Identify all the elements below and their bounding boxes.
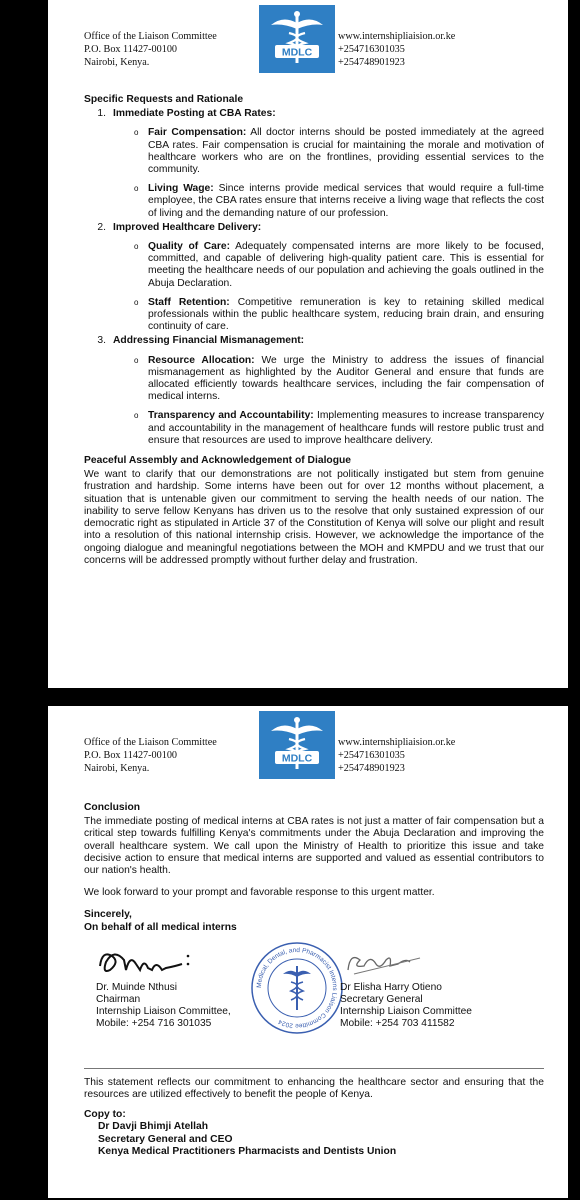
bullet-point (134, 355, 544, 404)
request-item-heading: Immediate Posting at CBA Rates: (113, 108, 276, 120)
request-item-title (84, 335, 544, 347)
signature-2-image (340, 940, 530, 982)
signatory-2-mobile: Mobile: +254 703 411582 (340, 1017, 455, 1029)
bullet-icon: o (134, 184, 139, 194)
phone-1: +254716301035 (338, 750, 405, 761)
copy-to-label: Copy to: (84, 1109, 126, 1121)
letterhead-contacts (338, 736, 455, 775)
copy-to-line: Kenya Medical Practitioners Pharmacists and Dentists Union (98, 1145, 397, 1157)
city: Nairobi, Kenya. (84, 763, 150, 774)
request-item (84, 108, 544, 220)
letter-page-1 (48, 0, 568, 688)
bullet-body: We urge the Ministry to address the issues of financial mismanagement as highlighted by the Auditor General and ensure that funds are allocated efficiently towards healthcare services, including the fair compensation of medical interns. (148, 354, 545, 403)
bullet-icon: o (134, 297, 139, 307)
letterhead-address (84, 736, 217, 775)
office-name: Office of the Liaison Committee (84, 737, 217, 748)
copy-to-line: Dr Davji Bhimji Atellah (98, 1121, 209, 1133)
letterhead-contacts (338, 30, 455, 69)
website: www.internshipliaision.or.ke (338, 31, 456, 42)
svg-text:Medical, Dental, and Pharmacis: Medical, Dental, and Pharmacist Interns Liaison Committee 2024 (255, 946, 339, 1029)
assembly-paragraph: We want to clarify that our demonstrations are not politically instigated but stem from genuine frustration and hardship. Some interns have been out for over 12 months without placement, a situation that is untenable given our commitment to serving the health needs of our nation. The inability to serve fellow Kenyans has driven us to the resolve that only sustained expression of our democratic right as stipulated in Article 37 of the Constitution of Kenya will solve our plight and result into a resolution of this national internship crisis. However, we acknowledge the importance of the ongoing dialogue and meaningful negotiations between the MOH and KMPDU and we trust that our concerns will be addressed promptly without further delay and frustration. (84, 469, 544, 566)
bullet-text (148, 410, 544, 447)
page-1-body (84, 94, 544, 567)
website: www.internshipliaision.or.ke (338, 737, 456, 748)
bullet-text (148, 297, 544, 334)
conclusion-title: Conclusion (84, 802, 141, 813)
bullet-point (134, 127, 544, 176)
signatory-1-name: Dr. Muinde Nthusi (96, 981, 177, 993)
bullet-text (148, 355, 544, 404)
request-item (84, 335, 544, 447)
letterhead-address (84, 30, 217, 69)
assembly-title: Peaceful Assembly and Acknowledgement of Dialogue (84, 455, 352, 467)
bullet-text (148, 127, 544, 176)
phone-1: +254716301035 (338, 44, 405, 55)
sincerely: Sincerely, (84, 909, 132, 921)
committee-stamp (249, 940, 345, 1036)
request-item-number: 3. (97, 335, 106, 347)
bullet-point (134, 241, 544, 290)
bullet-point (134, 410, 544, 447)
bullet-point (134, 297, 544, 334)
mdlc-logo (259, 711, 335, 779)
bullet-text (148, 183, 544, 220)
bullet-icon: o (134, 355, 139, 365)
city: Nairobi, Kenya. (84, 57, 150, 68)
request-item (84, 222, 544, 334)
page-2-body (84, 802, 544, 1158)
bullet-body: Implementing measures to increase transparency and accountability in the management of healthcare funds will restore public trust and ensure that resources are used to improve healthcare delivery. (148, 410, 545, 446)
letter-page-2 (48, 706, 568, 1198)
bullet-point (134, 183, 544, 220)
request-item-heading: Improved Healthcare Delivery: (113, 221, 262, 233)
request-item-number: 2. (97, 221, 106, 233)
bullet-icon: o (134, 242, 139, 252)
phone-2: +254748901923 (338, 763, 405, 774)
request-item-title (84, 108, 544, 120)
bullet-label: Quality of Care: (148, 241, 231, 253)
copy-to-line: Secretary General and CEO (98, 1133, 233, 1145)
signatory-2-committee: Internship Liaison Committee (340, 1005, 472, 1017)
bullet-label: Resource Allocation: (148, 354, 255, 366)
bullet-label: Transparency and Accountability: (148, 410, 314, 422)
bullet-body: All doctor interns should be posted immediately at the agreed CBA rates. Fair compensation is crucial for maintaining the morale and motivation of healthcare workers who are on the frontlines, providing essential services to the community. (148, 127, 544, 176)
request-item-heading: Addressing Financial Mismanagement: (113, 335, 305, 347)
bullet-body: Competitive remuneration is key to retaining skilled medical professionals within the public healthcare system, reducing brain drain, and ensuring continuity of care. (148, 296, 545, 333)
signature-1-image (96, 940, 266, 982)
po-box: P.O. Box 11427-00100 (84, 44, 178, 55)
phone-2: +254748901923 (338, 57, 405, 68)
signatory-2-name: Dr Elisha Harry Otieno (340, 981, 442, 993)
signatory-1-mobile: Mobile: +254 716 301035 (96, 1017, 212, 1029)
conclusion-paragraph: The immediate posting of medical interns at CBA rates is not just a matter of fair compensation but a critical step towards fulfilling Kenya's commitments under the Abuja Declaration and improving the overall healthcare system. We call upon the Ministry of Health to prioritize this issue and take decisive action to ensure that medical interns are supported and valued as essential contributors to our nation's health. (84, 816, 544, 877)
bullet-label: Fair Compensation: (148, 127, 247, 139)
request-item-number: 1. (97, 108, 106, 120)
divider (84, 1068, 544, 1069)
bullet-icon: o (134, 128, 139, 138)
signatory-1-role: Chairman (96, 993, 141, 1005)
signatory-2-role: Secretary General (340, 993, 423, 1005)
look-forward-text: We look forward to your prompt and favorable response to this urgent matter. (84, 887, 435, 899)
signatory-2 (340, 940, 530, 1030)
bullet-body: Since interns provide medical services that would require a full-time employee, the CBA rates ensure that interns receive a living wage that reflects the cost of living and the demanding nature of our profession. (148, 183, 544, 219)
bullet-icon: o (134, 411, 139, 421)
request-list (84, 108, 544, 447)
bullet-body: Adequately compensated interns are more likely to be focused, committed, and capable of delivering high-quality patient care. This is essential for meeting the healthcare needs of our population and achieving the goals outlined in the Abuja Declaration. (148, 241, 545, 289)
bullet-text (148, 241, 544, 290)
closing-statement: This statement reflects our commitment to enhancing the healthcare sector and ensuring that the resources are utilized effectively to benefit the people of Kenya. (84, 1076, 544, 1101)
svg-text:MDLC: MDLC (281, 752, 313, 765)
letterhead (48, 706, 568, 786)
request-item-title (84, 222, 544, 234)
section-title: Specific Requests and Rationale (84, 94, 244, 105)
po-box: P.O. Box 11427-00100 (84, 750, 178, 761)
bullet-label: Staff Retention: (148, 296, 230, 308)
signatory-1 (96, 940, 266, 1030)
signature-block (84, 940, 544, 1060)
office-name: Office of the Liaison Committee (84, 31, 217, 42)
svg-text:MDLC: MDLC (281, 46, 313, 59)
copy-to-list (98, 1121, 544, 1158)
letterhead (48, 0, 568, 80)
bullet-label: Living Wage: (148, 183, 214, 195)
mdlc-logo (259, 5, 335, 73)
signatory-1-committee: Internship Liaison Committee, (96, 1005, 231, 1017)
on-behalf: On behalf of all medical interns (84, 921, 237, 933)
